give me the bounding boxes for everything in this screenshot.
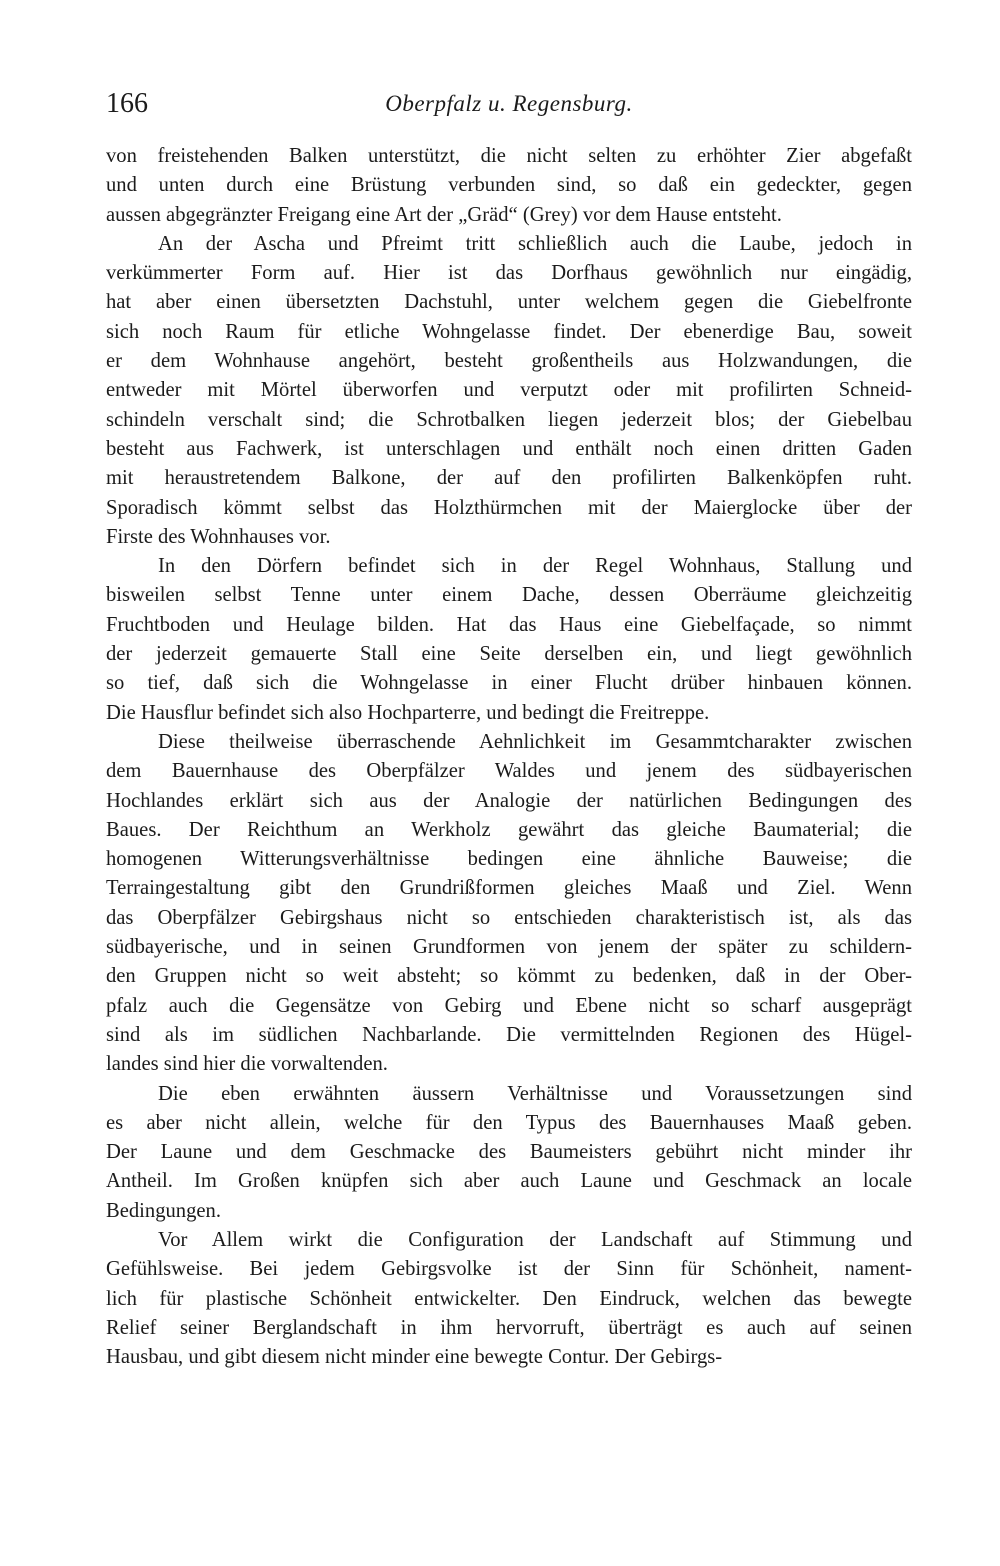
- text-line: besteht aus Fachwerk, ist unterschlagen und enthält noch einen dritten Gaden: [106, 437, 912, 460]
- text-line: dem Bauernhause des Oberpfälzer Waldes und jenem des südbayerischen: [106, 760, 912, 783]
- text-line: verkümmerter Form auf. Hier ist das Dorfhaus gewöhnlich nur eingädig,: [106, 262, 912, 285]
- text-line: Der Laune und dem Geschmacke des Baumeisters gebührt nicht minder ihr: [106, 1141, 912, 1164]
- paragraph: [106, 1080, 912, 1226]
- page-number: 166: [106, 88, 148, 119]
- running-head: Oberpfalz u. Regensburg.: [385, 91, 633, 116]
- text-line: Relief seiner Berglandschaft in ihm hervorruft, überträgt es auch auf seinen: [106, 1316, 912, 1339]
- paragraph: [106, 552, 912, 728]
- body-text: [106, 142, 912, 1372]
- text-line: lich für plastische Schönheit entwickelter. Den Eindruck, welchen das bewegte: [106, 1287, 912, 1310]
- text-line: Gefühlsweise. Bei jedem Gebirgsvolke ist der Sinn für Schönheit, nament-: [106, 1258, 912, 1281]
- text-line: südbayerische, und in seinen Grundformen von jenem der später zu schildern-: [106, 936, 912, 959]
- text-line: Fruchtboden und Heulage bilden. Hat das Haus eine Giebelfaçade, so nimmt: [106, 613, 912, 636]
- text-line: so tief, daß sich die Wohngelasse in einer Flucht drüber hinbauen können.: [106, 672, 912, 695]
- text-line: der jederzeit gemauerte Stall eine Seite derselben ein, und liegt gewöhnlich: [106, 643, 912, 666]
- text-line: den Gruppen nicht so weit absteht; so kömmt zu bedenken, daß in der Ober-: [106, 965, 912, 988]
- text-line: schindeln verschalt sind; die Schrotbalken liegen jederzeit blos; der Giebelbau: [106, 408, 912, 431]
- text-line: In den Dörfern befindet sich in der Regel Wohnhaus, Stallung und: [158, 555, 912, 578]
- text-line: hat aber einen übersetzten Dachstuhl, unter welchem gegen die Giebelfronte: [106, 291, 912, 314]
- text-line: Baues. Der Reichthum an Werkholz gewährt das gleiche Baumaterial; die: [106, 818, 912, 841]
- text-line: Terraingestaltung gibt den Grundrißformen gleiches Maaß und Ziel. Wenn: [106, 877, 912, 900]
- text-line: homogenen Witterungsverhältnisse bedingen eine ähnliche Bauweise; die: [106, 848, 912, 871]
- text-line: Hausbau, und gibt diesem nicht minder eine bewegte Contur. Der Gebirgs-: [106, 1346, 723, 1369]
- text-line: Die Hausflur befindet sich also Hochparterre, und bedingt die Freitreppe.: [106, 701, 710, 724]
- paragraph: [106, 142, 912, 230]
- paragraph: [106, 1226, 912, 1372]
- text-line: Firste des Wohnhauses vor.: [106, 525, 331, 548]
- text-line: Bedingungen.: [106, 1199, 221, 1222]
- text-line: bisweilen selbst Tenne unter einem Dache, dessen Oberräume gleichzeitig: [106, 584, 912, 607]
- text-line: pfalz auch die Gegensätze von Gebirg und Ebene nicht so scharf ausgeprägt: [106, 994, 912, 1017]
- paragraph: [106, 230, 912, 552]
- text-line: mit heraustretendem Balkone, der auf den profilirten Balkenköpfen ruht.: [106, 467, 912, 490]
- text-line: Vor Allem wirkt die Configuration der Landschaft auf Stimmung und: [158, 1228, 912, 1251]
- text-line: sind als im südlichen Nachbarlande. Die vermittelnden Regionen des Hügel-: [106, 1023, 912, 1046]
- paragraph: [106, 728, 912, 1080]
- text-line: aussen abgegränzter Freigang eine Art der „Gräd“ (Grey) vor dem Hause entsteht.: [106, 203, 782, 226]
- text-line: landes sind hier die vorwaltenden.: [106, 1053, 388, 1076]
- text-line: sich noch Raum für etliche Wohngelasse findet. Der ebenerdige Bau, soweit: [106, 320, 912, 343]
- text-line: An der Ascha und Pfreimt tritt schließlich auch die Laube, jedoch in: [158, 232, 912, 255]
- text-line: und unten durch eine Brüstung verbunden sind, so daß ein gedeckter, gegen: [106, 174, 912, 197]
- text-line: es aber nicht allein, welche für den Typus des Bauernhauses Maaß geben.: [106, 1111, 912, 1134]
- text-line: das Oberpfälzer Gebirgshaus nicht so entschieden charakteristisch ist, als das: [106, 906, 912, 929]
- text-line: Diese theilweise überraschende Aehnlichkeit im Gesammtcharakter zwischen: [158, 730, 912, 753]
- text-line: entweder mit Mörtel überworfen und verputzt oder mit profilirten Schneid-: [106, 379, 912, 402]
- text-line: Hochlandes erklärt sich aus der Analogie der natürlichen Bedingungen des: [106, 789, 912, 812]
- text-line: Antheil. Im Großen knüpfen sich aber auch Laune und Geschmack an locale: [106, 1170, 912, 1193]
- text-line: Die eben erwähnten äussern Verhältnisse und Voraussetzungen sind: [158, 1082, 912, 1105]
- page-header: [106, 86, 912, 122]
- text-line: Sporadisch kömmt selbst das Holzthürmchen mit der Maierglocke über der: [106, 496, 912, 519]
- text-line: er dem Wohnhause angehört, besteht großentheils aus Holzwandungen, die: [106, 350, 912, 373]
- text-line: von freistehenden Balken unterstützt, die nicht selten zu erhöhter Zier abgefaßt: [106, 145, 912, 167]
